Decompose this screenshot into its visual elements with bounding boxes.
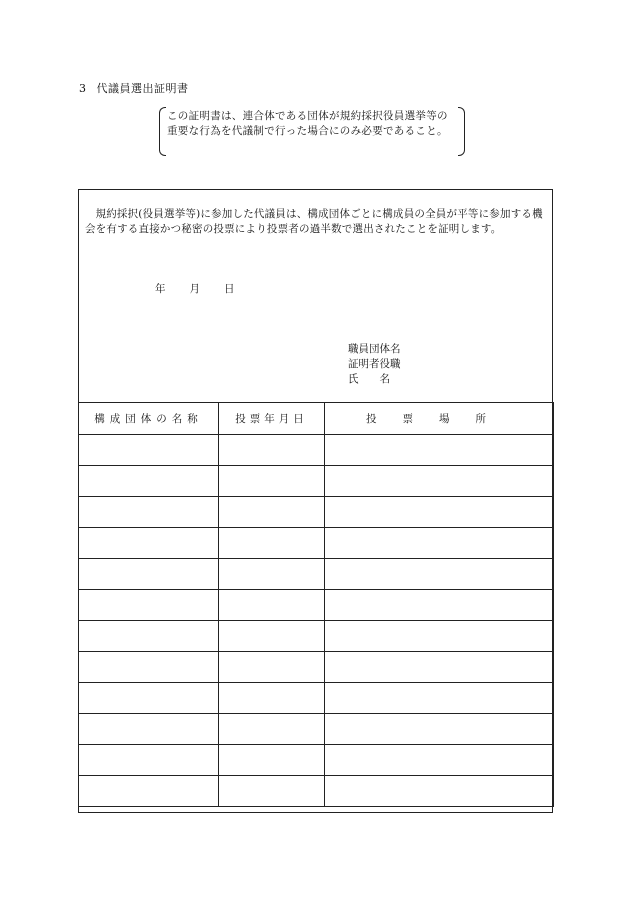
cell-member-organization[interactable] xyxy=(79,776,219,807)
cell-voting-date[interactable] xyxy=(219,621,325,652)
cell-voting-date[interactable] xyxy=(219,683,325,714)
cell-member-organization[interactable] xyxy=(79,590,219,621)
organization-name-label: 職員団体名 xyxy=(348,343,401,355)
table-row xyxy=(79,683,554,714)
section-number: 3 xyxy=(79,82,87,95)
cell-voting-place[interactable] xyxy=(325,497,554,528)
cell-member-organization[interactable] xyxy=(79,559,219,590)
certification-statement: 規約採択(役員選挙等)に参加した代議員は、構成団体ごとに構成員の全員が平等に参加する機会を有する直接かつ秘密の投票により投票者の過半数で選出されたことを証明します。 xyxy=(85,208,543,235)
cell-member-organization[interactable] xyxy=(79,435,219,466)
cell-member-organization[interactable] xyxy=(79,683,219,714)
cell-voting-date[interactable] xyxy=(219,435,325,466)
table-row xyxy=(79,652,554,683)
cell-voting-date[interactable] xyxy=(219,466,325,497)
table-row xyxy=(79,714,554,745)
header-member-organization: 構成団体の名称 xyxy=(79,403,219,435)
cell-member-organization[interactable] xyxy=(79,466,219,497)
cell-voting-place[interactable] xyxy=(325,435,554,466)
cell-voting-date[interactable] xyxy=(219,745,325,776)
cell-member-organization[interactable] xyxy=(79,497,219,528)
date-day-label: 日 xyxy=(224,283,235,295)
table-row xyxy=(79,776,554,807)
cell-voting-date[interactable] xyxy=(219,652,325,683)
table-row xyxy=(79,528,554,559)
cell-voting-place[interactable] xyxy=(325,466,554,497)
date-line xyxy=(155,281,259,296)
header-voting-place: 投票場所 xyxy=(325,403,554,435)
cell-voting-date[interactable] xyxy=(219,590,325,621)
date-month-label: 月 xyxy=(189,283,200,295)
table-row xyxy=(79,559,554,590)
cell-voting-place[interactable] xyxy=(325,776,554,807)
cell-voting-place[interactable] xyxy=(325,528,554,559)
date-year-label: 年 xyxy=(155,283,166,295)
certificate-form xyxy=(78,189,553,813)
table-row xyxy=(79,497,554,528)
cell-member-organization[interactable] xyxy=(79,652,219,683)
table-row xyxy=(79,435,554,466)
cell-voting-date[interactable] xyxy=(219,528,325,559)
cell-voting-place[interactable] xyxy=(325,714,554,745)
name-label: 氏名 xyxy=(348,373,411,385)
cell-voting-date[interactable] xyxy=(219,776,325,807)
certifier-position-label: 証明者役職 xyxy=(348,358,401,370)
cell-voting-place[interactable] xyxy=(325,745,554,776)
cell-member-organization[interactable] xyxy=(79,528,219,559)
table-row xyxy=(79,621,554,652)
cell-voting-place[interactable] xyxy=(325,652,554,683)
table-row xyxy=(79,590,554,621)
cell-member-organization[interactable] xyxy=(79,621,219,652)
signature-block xyxy=(348,342,411,387)
cell-member-organization[interactable] xyxy=(79,714,219,745)
cell-voting-place[interactable] xyxy=(325,621,554,652)
cell-voting-date[interactable] xyxy=(219,714,325,745)
cell-voting-place[interactable] xyxy=(325,559,554,590)
header-voting-date: 投票年月日 xyxy=(219,403,325,435)
cell-voting-place[interactable] xyxy=(325,683,554,714)
cell-voting-date[interactable] xyxy=(219,559,325,590)
table-header-row xyxy=(79,403,554,435)
instruction-note xyxy=(159,107,465,156)
section-heading xyxy=(79,80,189,96)
cell-voting-date[interactable] xyxy=(219,497,325,528)
table-row xyxy=(79,745,554,776)
table-body xyxy=(79,435,554,807)
cell-member-organization[interactable] xyxy=(79,745,219,776)
section-title: 代議員選出証明書 xyxy=(96,82,189,95)
instruction-note-text: この証明書は、連合体である団体が規約採択役員選挙等の重要な行為を代議制で行った場合にのみ必要であること。 xyxy=(167,110,448,137)
cell-voting-place[interactable] xyxy=(325,590,554,621)
voting-record-table xyxy=(78,402,554,807)
table-row xyxy=(79,466,554,497)
